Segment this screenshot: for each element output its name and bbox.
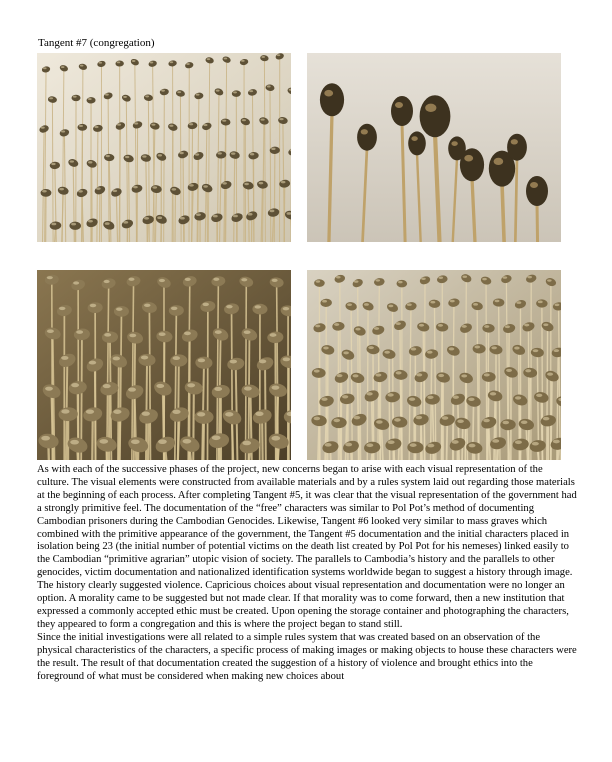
highlight (73, 281, 79, 284)
highlight (492, 439, 499, 443)
figure (493, 298, 504, 306)
figure (408, 131, 426, 155)
highlight (186, 63, 190, 65)
highlight (172, 410, 180, 414)
highlight (61, 130, 65, 132)
photo-dense-crowd-right-image (307, 270, 561, 460)
highlight (244, 330, 251, 334)
stick (92, 420, 93, 460)
figure (420, 95, 451, 137)
highlight (250, 153, 254, 155)
highlight (353, 374, 359, 377)
highlight (387, 393, 393, 396)
highlight (105, 94, 109, 96)
highlight (343, 351, 349, 354)
highlight (355, 328, 360, 331)
highlight (438, 324, 443, 327)
highlight (316, 280, 321, 282)
highlight (218, 152, 222, 154)
highlight (241, 278, 247, 281)
highlight (113, 357, 120, 361)
highlight (502, 421, 509, 425)
highlight (407, 303, 412, 306)
highlight (132, 60, 136, 62)
highlight (51, 223, 56, 226)
highlight (410, 443, 417, 447)
highlight (185, 278, 191, 281)
highlight (452, 440, 459, 444)
highlight (314, 417, 321, 421)
figure (526, 176, 548, 206)
highlight (421, 278, 426, 280)
highlight (279, 118, 283, 120)
highlight (515, 396, 521, 399)
highlight (314, 369, 320, 372)
highlight (538, 301, 543, 304)
figure (391, 96, 413, 126)
highlight (96, 187, 101, 189)
highlight (336, 276, 341, 278)
highlight (173, 356, 180, 360)
photo-wide-rows (37, 53, 291, 242)
highlight (231, 152, 235, 154)
highlight (395, 102, 403, 108)
highlight (129, 278, 135, 281)
highlight (94, 126, 98, 128)
highlight (86, 409, 94, 413)
highlight (468, 398, 474, 401)
highlight (51, 163, 55, 165)
highlight (207, 58, 211, 60)
highlight (184, 332, 191, 336)
paragraph: Since the initial investigations were all related to a simple rules system that was created based on an observation of the physical characteristics of the characters, a specific process of making images or making objects to house these characters were the result. The result of that documentation created the suggestion of a history of violence and brought ethics into the foreground of what must be considered when making new choices about (37, 631, 577, 682)
highlight (473, 303, 478, 306)
stick (172, 130, 173, 242)
stick (149, 312, 150, 460)
highlight (462, 325, 467, 328)
highlight (543, 417, 550, 421)
highlight (61, 356, 68, 360)
highlight (364, 303, 369, 306)
highlight (442, 416, 449, 420)
highlight (214, 387, 222, 391)
highlight (104, 333, 111, 337)
highlight (388, 440, 395, 444)
figure (507, 134, 527, 161)
highlight (411, 348, 417, 351)
highlight (271, 148, 275, 150)
stick (284, 187, 285, 242)
highlight (453, 396, 459, 399)
highlight (430, 301, 435, 304)
highlight (233, 91, 237, 93)
highlight (169, 125, 173, 127)
highlight (128, 388, 136, 392)
highlight (203, 303, 209, 306)
highlight (419, 324, 424, 327)
paragraph: As with each of the successive phases of the project, new concerns began to arise with each visual representation of the culture. The visual elements were constructed from available materials and by a rules system laid out regarding those materials at the beginning of each process. After completing Tangent #5, it was clear that the visual representation of the government had a strongly primitive feel. The documentation of the “free” characters was similar to Pol Pot’s method of documenting Cambodian prisoners during the Cambodian Genocides. Likewise, Tangent #6 looked very similar to mass graves which combined with the primitive appearance of the government, the Tangent #5 documentation and the initial characters placed in isolation being 23 (the initial number of potential victims on the death list created by Pol Pot for his nemeses) linked easily to the Cambodian “primitive agrarian” utopic vision of society. The parallels to Cambodia’s history and the parallels to other genocides, victim documentation and nationalized identification systems worldwide began to suggest a history through image. The history clearly suggested violence. Capricious choices about visual representation and documentation were no longer an option. A morality came to be suggested but not made clear. If that morality was to come forward, then a new institution that expressed a commonly accepted ethic must be created. Upon opening the storage container and photographing the characters, they appeared to form a congregation and this is where the project began to stand still. (37, 464, 577, 630)
highlight (321, 398, 327, 401)
highlight (272, 386, 280, 390)
highlight (409, 398, 415, 401)
highlight (354, 280, 359, 282)
highlight (438, 277, 443, 279)
highlight (384, 351, 390, 354)
stick (198, 159, 199, 242)
highlight (368, 346, 374, 349)
highlight (195, 153, 199, 155)
highlight (451, 141, 457, 146)
highlight (242, 119, 246, 121)
highlight (203, 185, 208, 187)
highlight (244, 386, 252, 390)
highlight (255, 412, 263, 416)
highlight (76, 330, 83, 334)
highlight (150, 62, 154, 64)
highlight (189, 123, 193, 125)
stick (136, 192, 137, 242)
highlight (113, 410, 121, 414)
highlight (159, 332, 166, 336)
figure (320, 83, 344, 116)
highlight (506, 369, 512, 372)
highlight (158, 439, 167, 444)
figure (448, 136, 466, 160)
highlight (494, 158, 504, 165)
highlight (388, 305, 393, 308)
highlight (449, 347, 455, 350)
highlight (244, 183, 249, 185)
highlight (532, 442, 539, 446)
highlight (59, 307, 65, 310)
stick (246, 286, 247, 460)
highlight (117, 124, 121, 126)
highlight (88, 220, 93, 223)
highlight (366, 443, 373, 447)
highlight (41, 436, 50, 441)
highlight (179, 152, 183, 154)
highlight (224, 57, 228, 59)
highlight (156, 384, 164, 388)
highlight (543, 323, 548, 326)
highlight (411, 136, 417, 141)
highlight (198, 358, 205, 362)
highlight (425, 104, 436, 112)
stick (486, 284, 487, 460)
highlight (123, 96, 127, 98)
highlight (482, 278, 487, 280)
highlight (375, 373, 381, 376)
highlight (269, 210, 274, 213)
highlight (281, 181, 286, 183)
highlight (71, 223, 76, 226)
highlight (396, 322, 401, 325)
highlight (554, 349, 560, 352)
highlight (361, 129, 368, 134)
figure (357, 124, 377, 151)
highlight (324, 90, 333, 97)
photo-dense-crowd-right (307, 270, 561, 460)
highlight (152, 186, 157, 188)
highlight (259, 182, 264, 184)
stick (52, 102, 53, 242)
stick (360, 334, 361, 460)
figure (114, 306, 129, 317)
highlight (322, 300, 327, 303)
highlight (277, 54, 281, 56)
highlight (88, 98, 92, 100)
highlight (98, 62, 102, 64)
highlight (78, 190, 83, 192)
photo-wide-rows-image (37, 53, 291, 242)
stick (119, 420, 120, 460)
stick (367, 309, 368, 460)
highlight (333, 419, 340, 423)
highlight (145, 95, 149, 97)
highlight (267, 85, 271, 87)
highlight (376, 420, 383, 424)
highlight (555, 303, 560, 306)
highlight (233, 215, 238, 218)
highlight (117, 61, 121, 63)
stick (262, 422, 263, 460)
highlight (47, 276, 53, 279)
highlight (123, 221, 128, 224)
highlight (464, 155, 473, 162)
highlight (427, 351, 433, 354)
highlight (242, 441, 251, 446)
figure (71, 95, 80, 101)
highlight (511, 139, 518, 144)
highlight (197, 412, 205, 416)
highlight (61, 66, 65, 68)
highlight (70, 440, 79, 445)
highlight (171, 188, 176, 190)
highlight (142, 411, 150, 415)
highlight (270, 333, 277, 337)
highlight (342, 395, 348, 398)
highlight (533, 349, 539, 352)
highlight (213, 278, 219, 281)
stick (148, 422, 149, 460)
highlight (457, 419, 464, 423)
highlight (88, 161, 92, 163)
highlight (216, 90, 220, 92)
highlight (99, 439, 108, 444)
highlight (334, 323, 339, 326)
highlight (90, 304, 96, 307)
highlight (203, 124, 207, 126)
highlight (396, 371, 402, 374)
highlight (213, 215, 218, 218)
photo-closeup-skulls (307, 53, 561, 242)
highlight (283, 307, 289, 310)
body-text (37, 464, 577, 683)
highlight (469, 444, 476, 448)
highlight (416, 416, 423, 420)
highlight (374, 327, 379, 330)
highlight (71, 383, 79, 387)
highlight (241, 60, 245, 62)
highlight (133, 186, 138, 188)
highlight (315, 325, 320, 328)
highlight (189, 184, 194, 186)
highlight (283, 357, 290, 361)
highlight (134, 122, 138, 124)
highlight (462, 275, 467, 277)
stick (441, 331, 442, 460)
highlight (484, 373, 490, 376)
stick (497, 448, 498, 460)
highlight (47, 329, 54, 333)
highlight (43, 67, 47, 69)
highlight (129, 334, 136, 338)
highlight (261, 56, 265, 58)
highlight (530, 182, 538, 188)
highlight (125, 156, 129, 158)
stick (225, 188, 226, 242)
highlight (272, 279, 278, 282)
highlight (248, 213, 253, 216)
highlight (547, 279, 552, 281)
highlight (89, 361, 96, 365)
highlight (73, 96, 77, 98)
highlight (438, 374, 444, 377)
highlight (144, 304, 150, 307)
stick (330, 452, 331, 460)
highlight (196, 213, 201, 216)
highlight (503, 276, 508, 278)
stick (537, 203, 538, 242)
highlight (151, 124, 155, 126)
highlight (49, 97, 53, 99)
stick (161, 223, 162, 242)
highlight (505, 325, 510, 328)
highlight (536, 394, 542, 397)
highlight (196, 94, 200, 96)
highlight (514, 347, 520, 350)
highlight (345, 443, 352, 447)
highlight (491, 346, 497, 349)
highlight (516, 301, 521, 304)
highlight (105, 222, 110, 225)
highlight (183, 439, 192, 444)
highlight (144, 217, 149, 220)
highlight (261, 118, 265, 120)
highlight (394, 418, 401, 422)
highlight (366, 392, 372, 395)
highlight (225, 412, 233, 416)
highlight (161, 90, 165, 92)
highlight (59, 188, 64, 190)
highlight (515, 440, 522, 444)
photo-closeup-skulls-image (307, 53, 561, 242)
highlight (158, 154, 162, 156)
highlight (79, 125, 83, 127)
stick (203, 423, 204, 460)
highlight (553, 440, 560, 444)
highlight (42, 190, 47, 192)
highlight (354, 416, 361, 420)
highlight (483, 419, 490, 423)
highlight (547, 373, 553, 376)
highlight (525, 369, 531, 372)
highlight (527, 276, 532, 278)
photo-dense-crowd-left (37, 270, 291, 460)
highlight (495, 300, 500, 303)
highlight (474, 345, 480, 348)
figure (312, 368, 326, 378)
highlight (427, 444, 434, 448)
highlight (461, 374, 467, 377)
highlight (427, 396, 433, 399)
stick (446, 425, 447, 460)
highlight (325, 443, 332, 447)
highlight (159, 279, 165, 282)
highlight (212, 435, 221, 440)
highlight (157, 216, 162, 219)
highlight (416, 373, 422, 376)
highlight (113, 190, 118, 192)
highlight (376, 279, 381, 281)
stick (232, 423, 233, 460)
highlight (141, 356, 148, 360)
highlight (80, 65, 84, 67)
highlight (323, 346, 329, 349)
highlight (61, 409, 69, 413)
highlight (226, 305, 232, 308)
highlight (450, 300, 455, 303)
highlight (230, 360, 237, 364)
highlight (249, 90, 253, 92)
highlight (170, 61, 174, 63)
photo-dense-crowd-left-image (37, 270, 291, 460)
highlight (255, 305, 261, 308)
highlight (70, 160, 74, 162)
highlight (116, 307, 122, 310)
highlight (215, 330, 222, 334)
highlight (180, 217, 185, 220)
highlight (106, 155, 110, 157)
highlight (45, 387, 53, 391)
highlight (490, 392, 496, 395)
highlight (142, 155, 146, 157)
highlight (524, 324, 529, 327)
highlight (271, 436, 280, 441)
highlight (131, 439, 140, 444)
page-heading: Tangent #7 (congregation) (38, 37, 155, 49)
highlight (104, 280, 110, 283)
highlight (222, 120, 226, 122)
stick (49, 447, 50, 460)
highlight (41, 127, 45, 129)
stick (274, 153, 275, 242)
highlight (259, 359, 266, 363)
highlight (484, 325, 489, 328)
stick (219, 446, 220, 460)
highlight (521, 421, 528, 425)
highlight (347, 303, 352, 306)
highlight (177, 91, 181, 93)
highlight (398, 281, 403, 283)
highlight (187, 383, 195, 387)
highlight (171, 307, 177, 310)
highlight (222, 182, 227, 184)
highlight (337, 374, 343, 377)
highlight (103, 384, 111, 388)
